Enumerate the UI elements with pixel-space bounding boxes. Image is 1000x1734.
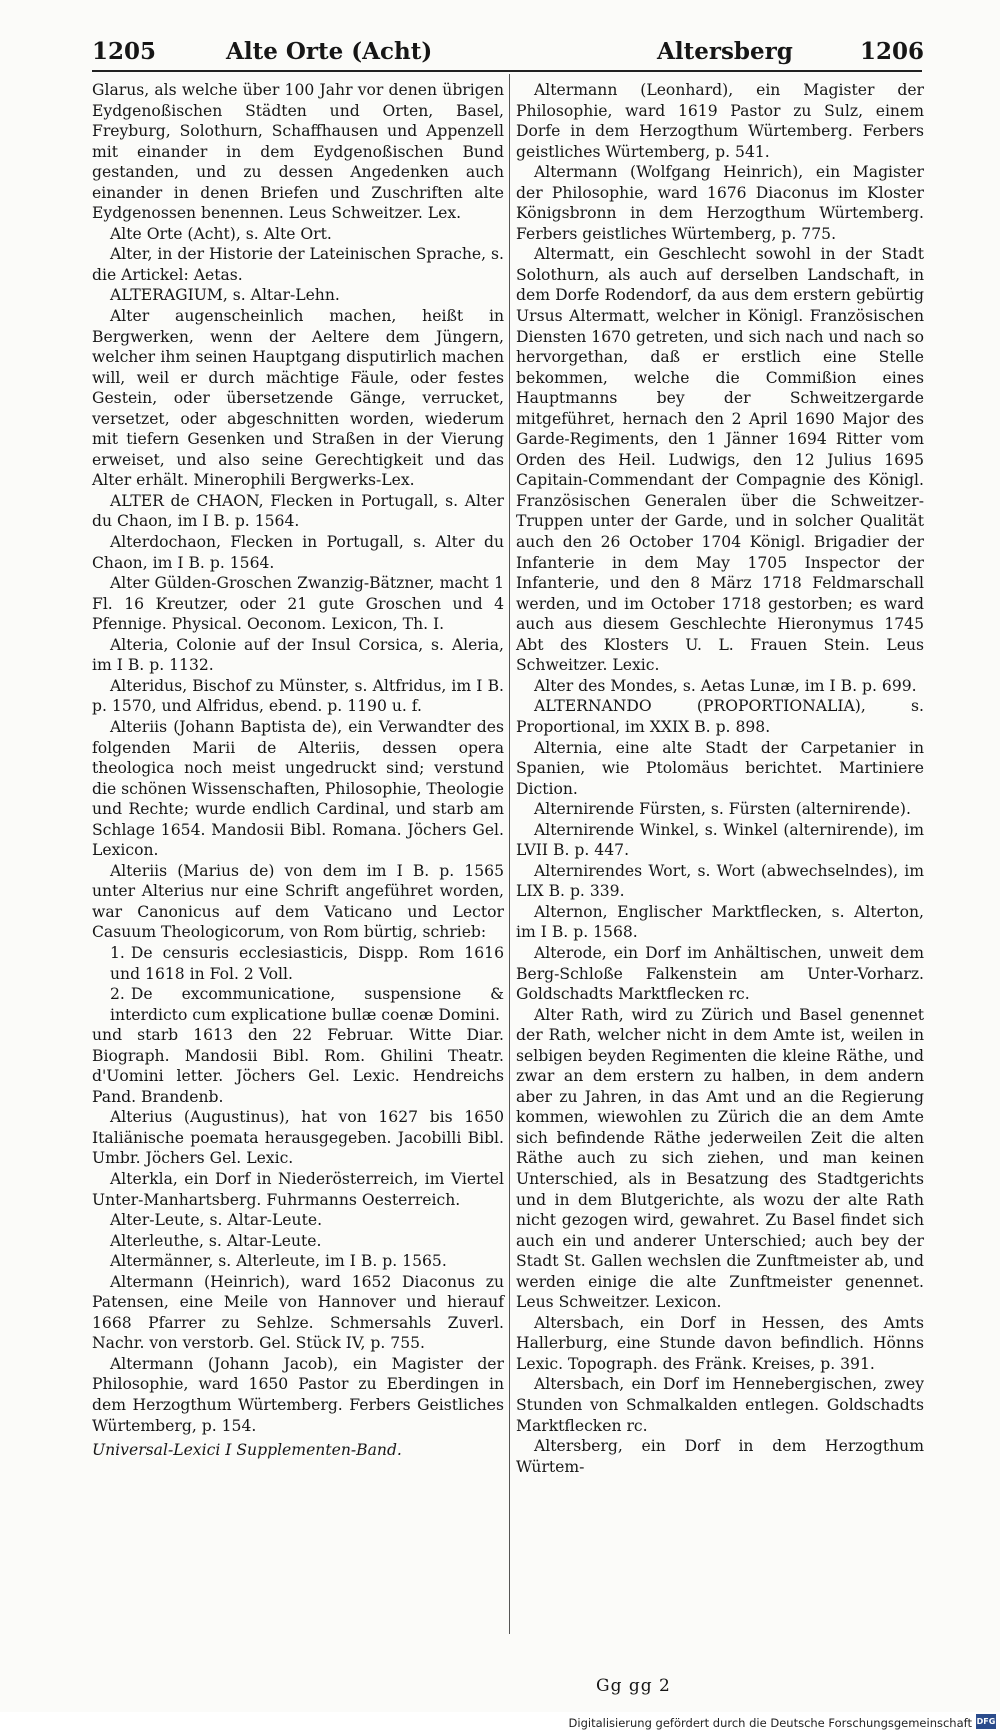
running-head-right: Altersberg (657, 38, 793, 65)
entry-text: Alteridus, Bischof zu Münster, s. Altfridus, im I B. p. 1570, und Alfridus, ebend. p. 1190 u. f. (92, 676, 504, 716)
entry-text: Altermatt, ein Geschlecht sowohl in der Stadt Solothurn, als auch auf derselben Landschaft, in dem Dorfe Rodendorf, da aus dem erstern gebürtig Ursus Altermatt, welcher in Königl. Französischen Diensten 1670 getreten, und sich nach und nach so hervorgethan, daß er erstlich eine Stelle bekommen, welche die Commißion eines Hauptmanns bey der Schweitzergarde mitgeführet, hernach den 2 April 1690 Major des Garde-Regiments, den 1 Jänner 1694 Ritter vom Orden des Heil. Ludwigs, den 12 Julius 1695 Capitain-Commendant der Compagnie des Königl. Französischen Generalen über die Schweitzer-Truppen unter der Garde, und in solcher Qualität auch den 26 October 1704 Königl. Brigadier der Infanterie in dem May 1705 Inspector der Infanterie, und den 8 März 1718 Feldmarschall werden, und im October 1718 gestorben; es ward auch aus diesem Geschlechte Hieronymus 1745 Abt des Klosters U. L. Frauen Stein. Leus Schweitzer. Lexic. (516, 245, 924, 675)
column-divider (509, 74, 510, 1634)
entry-text: Altermann (Wolfgang Heinrich), ein Magister der Philosophie, ward 1676 Diaconus im Kloster Königsbronn in dem Herzogthum Würtemberg. Ferbers geistliches Würtemberg, p. 775. (516, 163, 924, 243)
entry-text: Alter-Leute, s. Altar-Leute. (110, 1211, 323, 1230)
reference-list-item (92, 943, 504, 984)
entry-text: Alter augenscheinlich machen, heißt in Bergwerken, wenn der Aeltere dem Jüngern, welcher ihm seinen Hauptgang disputirlich machen will, weil er durch mächtige Fäule, oder festes Gestein, oder übersetzende Gänge, verrucket, versetzet, oder abgeschnitten worden, wiederum mit tiefern Gesenken und Straßen in der Vierung erweiset, und also seine Gerechtigkeit und das Alter erhält. Minerophili Bergwerks-Lex. (92, 307, 504, 490)
entry-text: Altermann (Heinrich), ward 1652 Diaconus zu Patensen, eine Meile von Hannover und hierauf 1668 Pfarrer zu Sehlze. Schmersahls Zuverl. Nachr. von verstorb. Gel. Stück IV, p. 755. (92, 1272, 504, 1353)
reference-list-item (92, 984, 504, 1025)
entry-text: Alternon, Englischer Marktflecken, s. Alterton, im I B. p. 1568. (516, 902, 924, 942)
page-number-right: 1206 (860, 38, 925, 65)
entry-text: Alter, in der Historie der Lateinischen Sprache, s. die Artickel: Aetas. (92, 245, 504, 284)
reference-number: 2. (110, 985, 125, 1004)
entry-text: Altermann (Johann Jacob), ein Magister der Philosophie, ward 1650 Pastor zu Eberdingen in dem Herzogthum Würtemberg. Ferbers Geistliches Würtemberg, p. 154. (92, 1354, 504, 1435)
entry-text: ALTERNANDO (PROPORTIONALIA), s. Proportional, im XXIX B. p. 898. (516, 697, 924, 736)
entry-text: Alter Gülden-Groschen Zwanzig-Bätzner, macht 1 Fl. 16 Kreutzer, oder 21 gute Groschen und 4 Pfennige. Physical. Oeconom. Lexicon, Th. I. (92, 574, 504, 634)
entry-text: Alter des Mondes, s. Aetas Lunæ, im I B. p. 699. (534, 676, 917, 695)
entry-text: Alteriis (Johann Baptista de), ein Verwandter des folgenden Marii de Alteriis, dessen opera theologica noch meist ungedruckt sind; verstund die schönen Wissenschaften, Philosophie, Theologie und Rechte; wurde endlich Cardinal, und starb am Schlage 1654. Mandosii Bibl. Romana. Jöchers Gel. Lexicon. (92, 717, 504, 860)
left-column (92, 80, 504, 1461)
entry-text: Alterius (Augustinus), hat von 1627 bis 1650 Italiänische poemata herausgegeben. Jacobilli Bibl. Umbr. Jöchers Gel. Lexic. (92, 1108, 504, 1168)
entry-text: Alteria, Colonie auf der Insul Corsica, s. Aleria, im I B. p. 1132. (92, 635, 504, 675)
running-head-left: Alte Orte (Acht) (226, 38, 433, 65)
reference-number: 1. (110, 943, 125, 962)
entry-text: Alternirende Winkel, s. Winkel (alternirende), im LVII B. p. 447. (516, 820, 924, 860)
page-number-left: 1205 (92, 38, 157, 65)
entry-text: Alternirendes Wort, s. Wort (abwechselndes), im LIX B. p. 339. (516, 861, 924, 901)
entry-text: Alterdochaon, Flecken in Portugall, s. Alter du Chaon, im I B. p. 1564. (92, 533, 504, 572)
entry-text: Alterleuthe, s. Altar-Leute. (110, 1231, 322, 1250)
entry-text: Altersberg, ein Dorf in dem Herzogthum Würtem- (516, 1437, 924, 1476)
digitization-credit: Digitalisierung gefördert durch die Deutsche Forschungsgemeinschaft (568, 1716, 972, 1730)
entry-text: Alterkla, ein Dorf in Niederösterreich, im Viertel Unter-Manhartsberg. Fuhrmanns Oesterreich. (92, 1169, 504, 1209)
entry-text: Alterode, ein Dorf im Anhältischen, unweit dem Berg-Schloße Falkenstein am Unter-Vorharz. Goldschadts Marktflecken rc. (516, 943, 924, 1004)
entry-text: Altermann (Leonhard), ein Magister der Philosophie, ward 1619 Pastor zu Sulz, einem Dorfe in dem Herzogthum Würtemberg. Ferbers geistliches Würtemberg, p. 541. (516, 81, 924, 161)
signature-mark: Gg gg 2 (596, 1676, 671, 1696)
entry-text: Alter Rath, wird zu Zürich und Basel genennet der Rath, welcher nicht in dem Amte ist, weilen in selbigen beyden Regimenten die kleine Räthe, und zwar an dem erstern zu halben, in dem andern aber zu Jahren, in das Amt und an die Regierung kommen, wiewohlen zu Zürich die an dem Amte sich befindende Räthe jederweilen Zeit die alten Räthe auch zu sich ziehen, und man keinen Unterschied, als in Besatzung des Stadtgerichts und in dem Blutgerichte, als wozu der alte Rath nicht gezogen wird, gewahret. Zu Basel findet sich auch ein und anderer Unterschied; auch bey der Stadt St. Gallen wechslen die Zunftmeister ab, und werden einige die alte Zunftmeister genennet. Leus Schweitzer. Lexicon. (516, 1005, 924, 1312)
reference-text: De excommunicatione, suspensione & interdicto cum explicatione bullæ coenæ Domini. (110, 985, 504, 1024)
reference-text: De censuris ecclesiasticis, Dispp. Rom 1616 und 1618 in Fol. 2 Voll. (110, 943, 504, 983)
entry-text: Altersbach, ein Dorf im Hennebergischen, zwey Stunden von Schmalkalden entlegen. Goldschadts Marktflecken rc. (516, 1375, 924, 1435)
entry-text: Alteriis (Marius de) von dem im I B. p. 1565 unter Alterius nur eine Schrift angeführet worden, war Canonicus auf dem Vaticano und Lector Casuum Theologicorum, von Rom bürtig, schrieb: (92, 861, 504, 942)
right-column (516, 80, 924, 1477)
entry-text: Glarus, als welche über 100 Jahr vor denen übrigen Eydgenoßischen Städten und Orten, Basel, Freyburg, Solothurn, Schaffhausen und Appenzell mit einander in dem Eydgenoßischen Bund gestanden, und zu dessen Angedenken auch einander in denen Briefen und Zuschriften alte Eydgenossen benennen. Leus Schweitzer. Lex. (92, 81, 504, 223)
entry-text: Altermänner, s. Alterleute, im I B. p. 1565. (110, 1252, 447, 1271)
entry-text: ALTER de CHAON, Flecken in Portugall, s. Alter du Chaon, im I B. p. 1564. (92, 491, 504, 531)
entry-text: ALTERAGIUM, s. Altar-Lehn. (110, 286, 340, 305)
entry-text: und starb 1613 den 22 Februar. Witte Diar. Biograph. Mandosii Bibl. Rom. Ghilini Theatr. d'Uomini letter. Jöchers Gel. Lexic. Hendreichs Pand. Brandenb. (92, 1026, 504, 1106)
entry-text: Alternirende Fürsten, s. Fürsten (alternirende). (534, 800, 911, 819)
footer-volume: Universal-Lexici I Supplementen-Band. (92, 1441, 402, 1460)
entry-text: Alte Orte (Acht), s. Alte Ort. (110, 224, 332, 243)
dfg-logo: DFG (976, 1714, 996, 1729)
entry-text: Altersbach, ein Dorf in Hessen, des Amts Hallerburg, eine Stunde davon befindlich. Hönns Lexic. Topograph. des Fränk. Kreises, p. 391. (516, 1313, 924, 1373)
header-rule (92, 70, 922, 72)
entry-text: Alternia, eine alte Stadt der Carpetanier in Spanien, wie Ptolomäus berichtet. Martiniere Diction. (516, 738, 924, 798)
